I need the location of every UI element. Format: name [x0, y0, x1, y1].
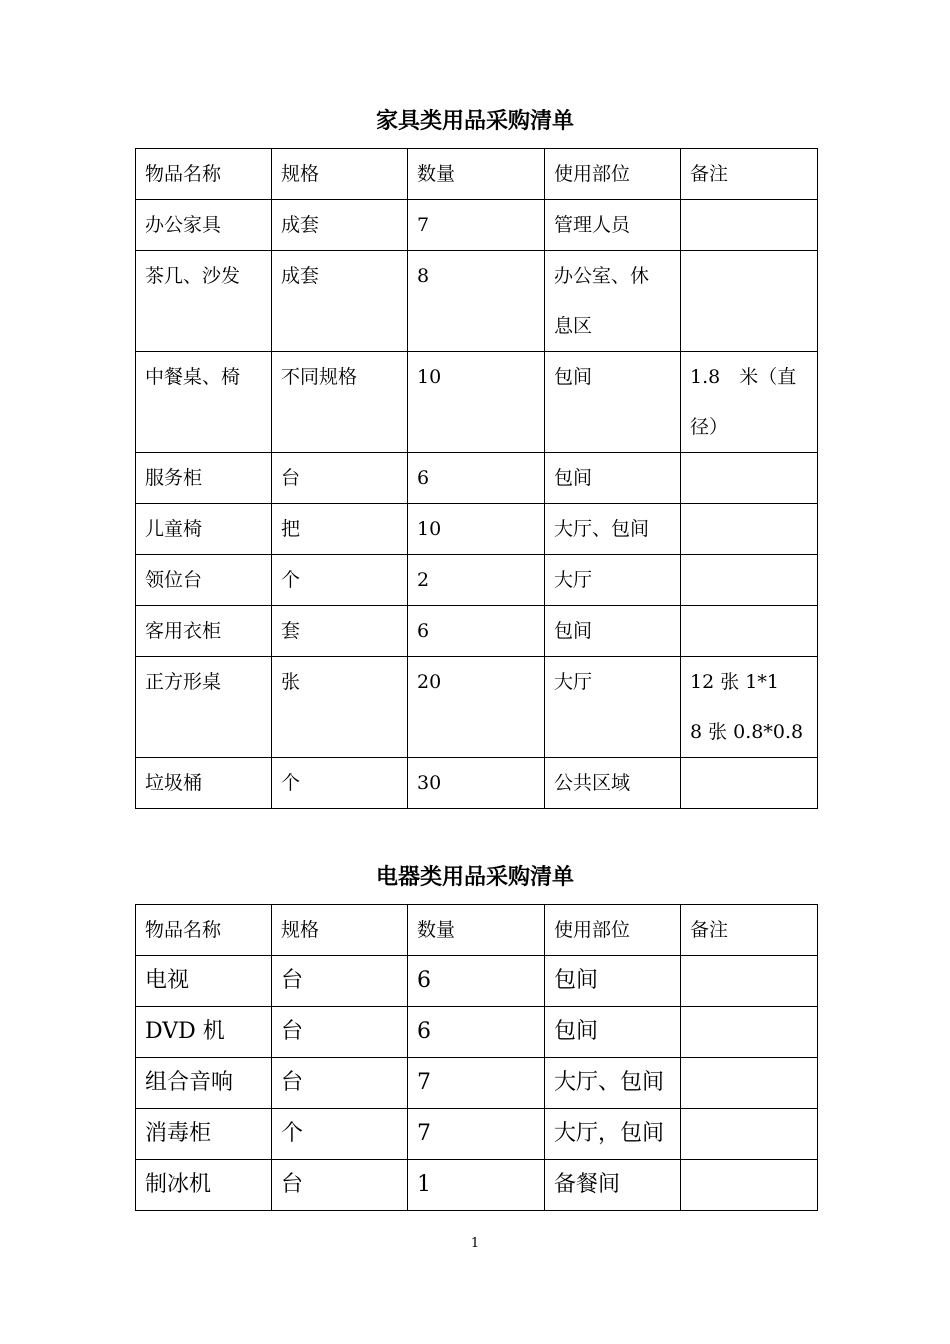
spec-cell: 把: [272, 504, 408, 555]
location-cell-line: 包间: [554, 620, 593, 642]
quantity-cell: 7: [408, 200, 545, 251]
note-cell: [681, 1160, 818, 1211]
quantity-cell: 6: [408, 1007, 545, 1058]
column-header: 物品名称: [136, 149, 272, 200]
electrical-table: [135, 904, 818, 1211]
location-cell: [545, 956, 681, 1007]
note-cell: [681, 555, 818, 606]
spec-cell: 台: [272, 956, 408, 1007]
note-cell: [681, 504, 818, 555]
table-row: [136, 1007, 818, 1058]
quantity-cell: 7: [408, 1109, 545, 1160]
item-name-cell: 服务柜: [136, 453, 272, 504]
page-number: 1: [470, 1236, 480, 1251]
note-cell: [681, 1058, 818, 1109]
spec-cell: 台: [272, 1058, 408, 1109]
location-cell: [545, 1160, 681, 1211]
column-header: 规格: [272, 149, 408, 200]
location-cell: [545, 606, 681, 657]
furniture-table: [135, 148, 818, 809]
spec-cell: 个: [272, 1109, 408, 1160]
note-cell: [681, 352, 818, 453]
table-row: [136, 606, 818, 657]
spec-cell: 成套: [272, 200, 408, 251]
spec-cell: 台: [272, 453, 408, 504]
item-name-cell: 正方形桌: [136, 657, 272, 758]
quantity-cell: 6: [408, 606, 545, 657]
note-cell: [681, 1109, 818, 1160]
furniture-table-title: 家具类用品采购清单: [375, 108, 574, 134]
item-name-cell: 电视: [136, 956, 272, 1007]
location-cell-line: 包间: [554, 1019, 599, 1044]
location-cell-line: 大厅: [554, 671, 593, 693]
item-name-cell: 组合音响: [136, 1058, 272, 1109]
location-cell-line: 大厅、包间: [554, 1070, 665, 1095]
spec-cell: 台: [272, 1160, 408, 1211]
item-name-cell: 制冰机: [136, 1160, 272, 1211]
item-name-cell: 茶几、沙发: [136, 251, 272, 352]
note-cell: [681, 453, 818, 504]
spec-cell: 张: [272, 657, 408, 758]
column-header: 备注: [681, 149, 818, 200]
item-name-cell: 消毒柜: [136, 1109, 272, 1160]
note-cell: [681, 758, 818, 809]
item-name-cell: 领位台: [136, 555, 272, 606]
note-cell-line: 1.8 米（直: [690, 366, 797, 388]
note-cell: [681, 956, 818, 1007]
note-cell-line: 径）: [690, 416, 729, 438]
table-row: [136, 1160, 818, 1211]
column-header: 规格: [272, 905, 408, 956]
location-cell: [545, 504, 681, 555]
item-name-cell: 办公家具: [136, 200, 272, 251]
quantity-cell: 30: [408, 758, 545, 809]
location-cell-line: 大厅: [554, 569, 593, 591]
location-cell: [545, 1007, 681, 1058]
location-cell-line: 公共区域: [554, 772, 631, 794]
table-row: [136, 1109, 818, 1160]
item-name-cell: DVD 机: [136, 1007, 272, 1058]
note-cell-line: 12 张 1*1: [690, 671, 779, 693]
table-row: [136, 504, 818, 555]
quantity-cell: 20: [408, 657, 545, 758]
table-row: [136, 657, 818, 758]
table-row: [136, 1058, 818, 1109]
column-header: 使用部位: [545, 149, 681, 200]
quantity-cell: 2: [408, 555, 545, 606]
quantity-cell: 10: [408, 352, 545, 453]
location-cell: [545, 251, 681, 352]
note-cell: [681, 200, 818, 251]
column-header: 备注: [681, 905, 818, 956]
quantity-cell: 10: [408, 504, 545, 555]
item-name-cell: 中餐桌、椅: [136, 352, 272, 453]
location-cell: [545, 352, 681, 453]
location-cell-line: 备餐间: [554, 1172, 621, 1197]
note-cell: [681, 606, 818, 657]
spec-cell: 个: [272, 758, 408, 809]
table-row: [136, 453, 818, 504]
table-row: [136, 758, 818, 809]
quantity-cell: 7: [408, 1058, 545, 1109]
location-cell-line: 息区: [554, 315, 593, 337]
note-cell: [681, 1007, 818, 1058]
table-row: [136, 352, 818, 453]
location-cell-line: 办公室、休: [554, 265, 650, 287]
spec-cell: 成套: [272, 251, 408, 352]
table-header-row: [136, 149, 818, 200]
location-cell: [545, 1109, 681, 1160]
note-cell-line: 8 张 0.8*0.8: [690, 721, 804, 743]
item-name-cell: 客用衣柜: [136, 606, 272, 657]
spec-cell: 不同规格: [272, 352, 408, 453]
location-cell: [545, 1058, 681, 1109]
table-header-row: [136, 905, 818, 956]
spec-cell: 套: [272, 606, 408, 657]
quantity-cell: 1: [408, 1160, 545, 1211]
quantity-cell: 6: [408, 453, 545, 504]
location-cell-line: 大厅，包间: [554, 1121, 665, 1146]
note-cell: [681, 657, 818, 758]
location-cell-line: 管理人员: [554, 214, 631, 236]
column-header: 使用部位: [545, 905, 681, 956]
spec-cell: 个: [272, 555, 408, 606]
table-row: [136, 200, 818, 251]
item-name-cell: 垃圾桶: [136, 758, 272, 809]
table-row: [136, 555, 818, 606]
electrical-table-title: 电器类用品采购清单: [375, 864, 574, 890]
note-cell: [681, 251, 818, 352]
location-cell: [545, 453, 681, 504]
location-cell-line: 包间: [554, 366, 593, 388]
column-header: 数量: [408, 149, 545, 200]
column-header: 数量: [408, 905, 545, 956]
item-name-cell: 儿童椅: [136, 504, 272, 555]
location-cell-line: 包间: [554, 467, 593, 489]
location-cell: [545, 657, 681, 758]
location-cell-line: 大厅、包间: [554, 518, 650, 540]
location-cell: [545, 758, 681, 809]
spec-cell: 台: [272, 1007, 408, 1058]
location-cell: [545, 200, 681, 251]
location-cell: [545, 555, 681, 606]
column-header: 物品名称: [136, 905, 272, 956]
quantity-cell: 6: [408, 956, 545, 1007]
quantity-cell: 8: [408, 251, 545, 352]
table-row: [136, 956, 818, 1007]
table-row: [136, 251, 818, 352]
location-cell-line: 包间: [554, 968, 599, 993]
